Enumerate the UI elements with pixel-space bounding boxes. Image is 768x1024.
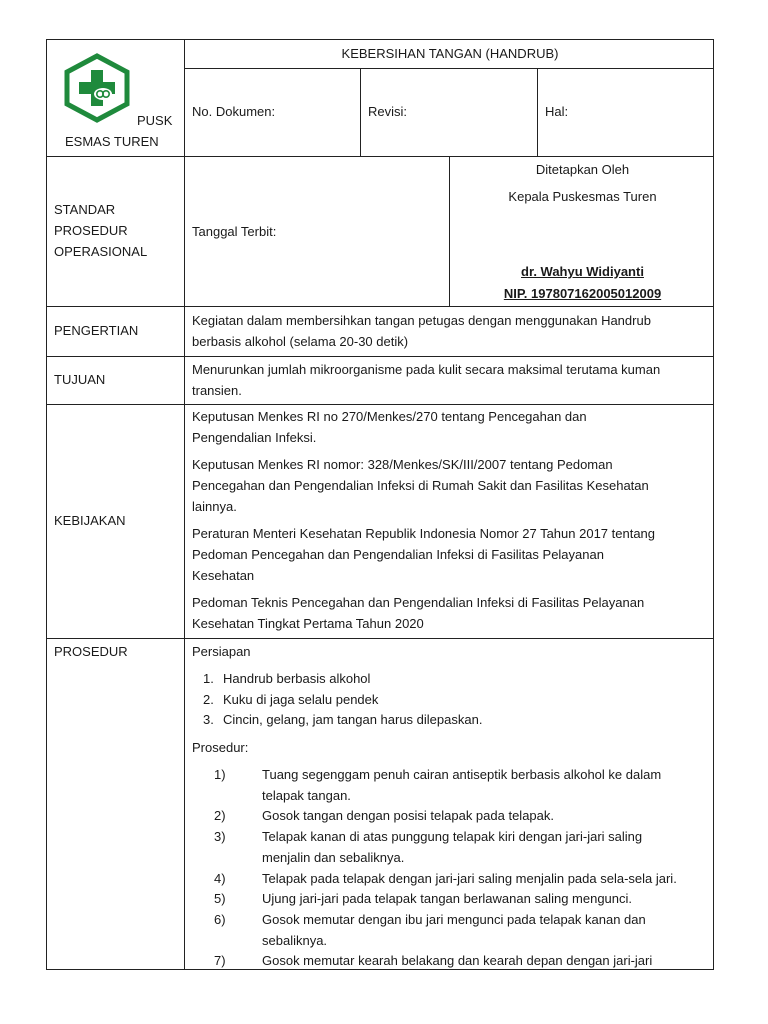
pengertian-text-line1: Kegiatan dalam membersihkan tangan petugas dengan menggunakan Handrub <box>192 313 651 328</box>
rule-sop-bottom <box>47 306 714 307</box>
kebijakan-item-line: lainnya. <box>192 499 237 514</box>
kebijakan-item-line: Pedoman Pencegahan dan Pengendalian Infeksi di Fasilitas Pelayanan <box>192 547 604 562</box>
kebijakan-item-line: Pencegahan dan Pengendalian Infeksi di Rumah Sakit dan Fasilitas Kesehatan <box>192 478 649 493</box>
list-item: 7) Gosok memutar kearah belakang dan kearah depan dengan jari-jari <box>214 953 653 969</box>
list-item: 1) Tuang segenggam penuh cairan antiseptik berbasis alkohol ke dalam telapak tangan. <box>214 767 662 803</box>
kebijakan-item-line: Keputusan Menkes RI no 270/Menkes/270 tentang Pencegahan dan <box>192 409 587 424</box>
persiapan-title: Persiapan <box>192 644 251 659</box>
rule-title-bottom <box>185 68 714 69</box>
list-item: 5) Ujung jari-jari pada telapak tangan berlawanan saling mengunci. <box>214 891 633 907</box>
list-item: 1. Handrub berbasis alkohol <box>203 671 371 686</box>
kebijakan-item-line: Keputusan Menkes RI nomor: 328/Menkes/SK/III/2007 tentang Pedoman <box>192 457 613 472</box>
prosedur-steps-title: Prosedur: <box>192 740 249 755</box>
sop-label-line2: PROSEDUR <box>54 223 128 238</box>
kebijakan-item-line: Pengendalian Infeksi. <box>192 430 317 445</box>
page-label: Hal: <box>545 104 569 119</box>
list-item: 4) Telapak pada telapak dengan jari-jari saling menjalin pada sela-sela jari. <box>214 870 677 886</box>
rule-label-column <box>184 40 185 970</box>
rule-doc-revisi <box>360 68 361 156</box>
kebijakan-item-line: Pedoman Teknis Pencegahan dan Pengendalian Infeksi di Fasilitas Pelayanan <box>192 595 645 610</box>
puskesmas-cross-logo-icon <box>61 52 133 124</box>
list-item: 3. Cincin, gelang, jam tangan harus dilepaskan. <box>203 712 483 727</box>
tujuan-text-line2: transien. <box>192 383 242 398</box>
list-item: 2. Kuku di jaga selalu pendek <box>203 691 379 707</box>
sop-document <box>46 39 714 970</box>
kebijakan-item <box>192 523 707 586</box>
persiapan-list <box>197 669 697 731</box>
kebijakan-item <box>192 406 707 448</box>
kebijakan-item-line: Kesehatan <box>192 568 255 583</box>
approver-title: Kepala Puskesmas Turen <box>508 189 657 204</box>
rule-revisi-hal <box>537 68 538 156</box>
issue-date-label: Tanggal Terbit: <box>192 224 277 239</box>
tujuan-text-line1: Menurunkan jumlah mikroorganisme pada kulit secara maksimal terutama kuman <box>192 362 661 377</box>
logo-text-line1: PUSK <box>137 113 173 128</box>
document-title: KEBERSIHAN TANGAN (HANDRUB) <box>341 46 559 61</box>
revision-label: Revisi: <box>368 104 408 119</box>
tujuan-label: TUJUAN <box>54 372 106 387</box>
list-item: 6) Gosok memutar dengan ibu jari mengunci pada telapak kanan dan sebaliknya. <box>214 911 646 948</box>
approver-name: dr. Wahyu Widiyanti <box>521 264 644 279</box>
list-item: 3) Telapak kanan di atas punggung telapak kiri dengan jari-jari saling menjalin dan sebaliknya. <box>214 829 643 865</box>
doc-number-label: No. Dokumen: <box>192 104 276 119</box>
approver-nip: NIP. 197807162005012009 <box>503 286 662 301</box>
rule-pengertian-bottom <box>47 356 714 357</box>
kebijakan-item <box>192 592 707 634</box>
kebijakan-list <box>192 406 707 640</box>
kebijakan-item <box>192 454 707 517</box>
sop-label-line1: STANDAR <box>54 202 116 217</box>
list-item: 2) Gosok tangan dengan posisi telapak pada telapak. <box>214 808 554 824</box>
approved-by: Ditetapkan Oleh <box>535 162 630 177</box>
sop-label-line3: OPERASIONAL <box>54 244 148 259</box>
rule-header-bottom <box>47 156 714 157</box>
pengertian-label: PENGERTIAN <box>54 323 139 338</box>
kebijakan-label: KEBIJAKAN <box>54 513 126 528</box>
logo-text-line2: ESMAS TUREN <box>65 134 159 149</box>
kebijakan-item-line: Kesehatan Tingkat Pertama Tahun 2020 <box>192 616 424 631</box>
prosedur-steps-list <box>214 765 714 970</box>
kebijakan-item-line: Peraturan Menteri Kesehatan Republik Indonesia Nomor 27 Tahun 2017 tentang <box>192 526 656 541</box>
pengertian-text-line2: berbasis alkohol (selama 20-30 detik) <box>192 334 409 349</box>
logo <box>61 52 133 124</box>
rule-tujuan-bottom <box>47 404 714 405</box>
prosedur-label: PROSEDUR <box>54 644 128 659</box>
